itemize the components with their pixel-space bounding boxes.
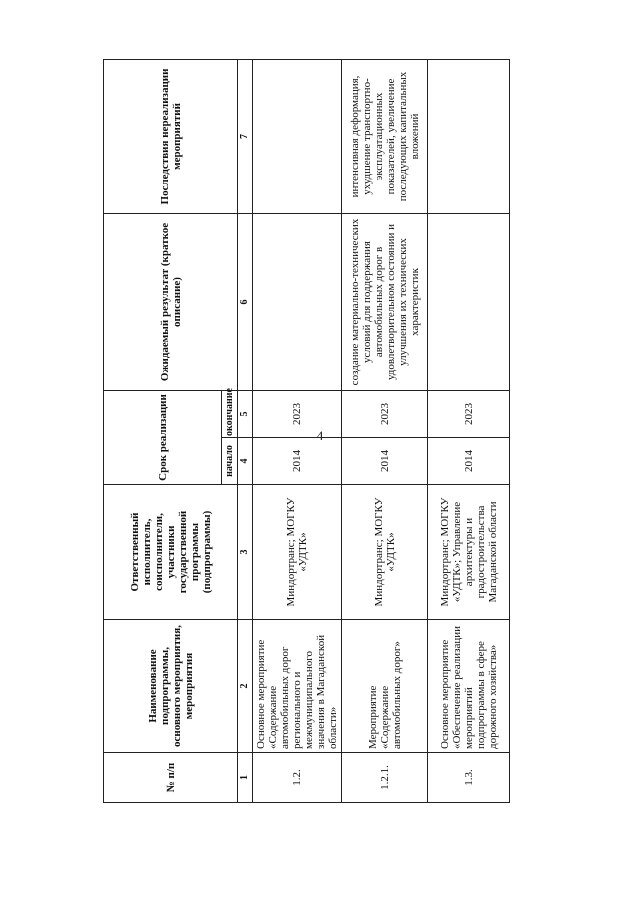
row-number: 1.2.1. bbox=[342, 753, 428, 803]
column-number: 7 bbox=[238, 59, 253, 213]
table-row bbox=[342, 59, 428, 802]
column-number: 1 bbox=[238, 753, 253, 803]
row-name: Основное мероприятие «Содержание автомобильных дорог регионального и межмуниципального значения в Магаданской области» bbox=[253, 620, 342, 753]
row-start: 2014 bbox=[342, 438, 428, 485]
row-consequence bbox=[253, 59, 342, 213]
row-result bbox=[428, 213, 510, 390]
row-executor: Миндортранс; МОГКУ «УДТК» bbox=[253, 485, 342, 620]
page-number: 4 bbox=[316, 428, 324, 443]
header-result: Ожидаемый результат (краткое описание) bbox=[104, 213, 238, 390]
column-number: 2 bbox=[238, 620, 253, 753]
row-executor: Миндортранс; МОГКУ «УДТК» bbox=[342, 485, 428, 620]
row-executor: Миндортранс; МОГКУ «УДТК»; Управление архитектуры и градостроительства Магаданской области bbox=[428, 485, 510, 620]
header-consequence: Последствия нереализации мероприятий bbox=[104, 59, 238, 213]
program-table bbox=[103, 59, 510, 803]
column-number: 6 bbox=[238, 213, 253, 390]
row-name: Мероприятие «Содержание автомобильных дорог» bbox=[342, 620, 428, 753]
header-name: Наименование подпрограммы, основного мероприятия, мероприятия bbox=[104, 620, 238, 753]
table-row bbox=[428, 59, 510, 802]
row-end: 2023 bbox=[428, 390, 510, 437]
row-result bbox=[253, 213, 342, 390]
row-consequence bbox=[428, 59, 510, 213]
header-number: № п/п bbox=[104, 753, 238, 803]
row-result: создание материально-технических условий для поддержания автомобильных дорог в удовлетворительном состоянии и улучшения их технических характеристик bbox=[342, 213, 428, 390]
header-end: окончание bbox=[222, 390, 238, 437]
column-number: 5 bbox=[238, 390, 253, 437]
table-row bbox=[253, 59, 342, 802]
header-start: начало bbox=[222, 438, 238, 485]
column-number: 3 bbox=[238, 485, 253, 620]
column-number: 4 bbox=[238, 438, 253, 485]
header-executor: Ответственный исполнитель, соисполнители, участники государственной программы (подпрограммы) bbox=[104, 485, 238, 620]
row-number: 1.3. bbox=[428, 753, 510, 803]
row-end: 2023 bbox=[253, 390, 342, 437]
row-start: 2014 bbox=[253, 438, 342, 485]
row-number: 1.2. bbox=[253, 753, 342, 803]
header-period: Срок реализации bbox=[104, 390, 222, 484]
rotated-table-container bbox=[103, 60, 509, 803]
row-end: 2023 bbox=[342, 390, 428, 437]
row-start: 2014 bbox=[428, 438, 510, 485]
row-consequence: интенсивная деформация, ухудшение транспортно-эксплуатационных показателей, увеличение последующих капитальных вложений bbox=[342, 59, 428, 213]
column-number-row bbox=[238, 59, 253, 802]
row-name: Основное мероприятие «Обеспечение реализации мероприятий подпрограммы в сфере дорожного хозяйства» bbox=[428, 620, 510, 753]
